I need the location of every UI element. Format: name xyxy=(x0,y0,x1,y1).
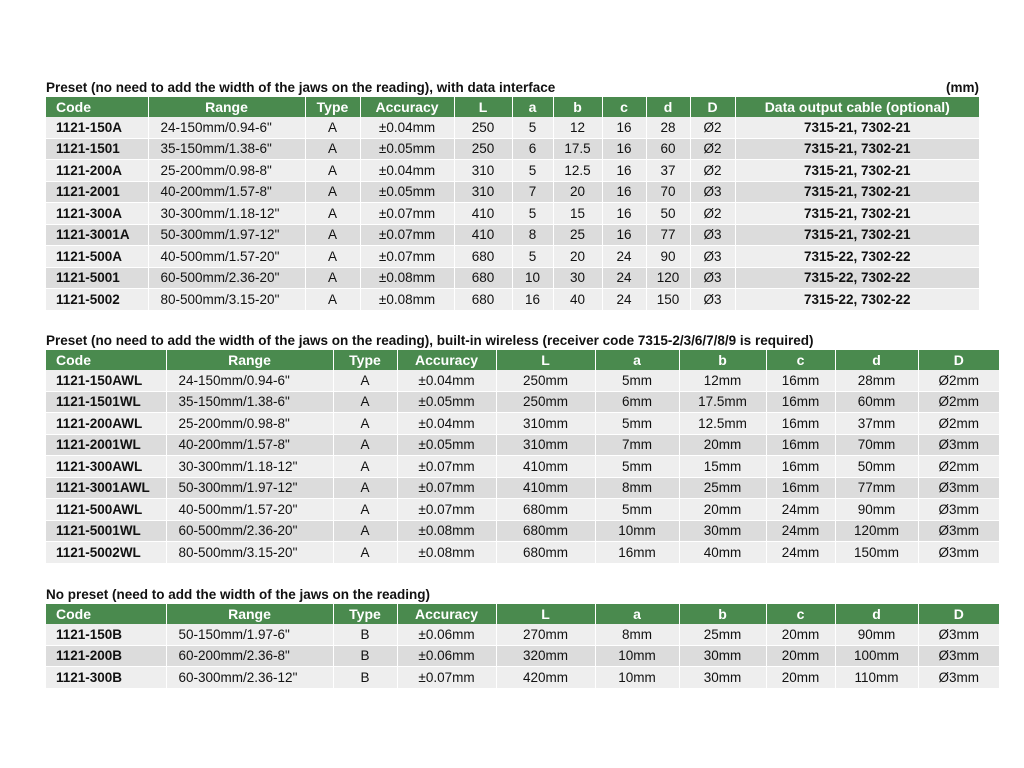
table-cell: 7315-21, 7302-21 xyxy=(735,160,979,182)
table-cell: Ø3mm xyxy=(918,477,999,499)
table-cell: 5mm xyxy=(595,456,679,478)
table-row xyxy=(46,624,999,645)
column-header: c xyxy=(602,97,646,117)
table-cell: A xyxy=(333,520,397,542)
table-cell: Ø3 xyxy=(690,246,735,268)
column-header: L xyxy=(454,97,512,117)
table-cell: 20mm xyxy=(766,624,835,645)
table-row xyxy=(46,117,979,138)
spec-table-data-interface xyxy=(46,97,979,311)
table-cell: 150 xyxy=(646,289,690,311)
table-cell: A xyxy=(333,456,397,478)
table-cell: 24mm xyxy=(766,520,835,542)
table-cell: 680 xyxy=(454,289,512,311)
table-cell: 60-500mm/2.36-20" xyxy=(148,267,305,289)
column-header: Range xyxy=(148,97,305,117)
table-cell: 30mm xyxy=(679,520,766,542)
table-cell: 16 xyxy=(602,181,646,203)
column-header: a xyxy=(595,604,679,624)
table-cell: 5 xyxy=(512,246,553,268)
table-row xyxy=(46,456,999,478)
table-cell: A xyxy=(333,434,397,456)
table-cell: 20mm xyxy=(766,667,835,689)
table-cell: 60-200mm/2.36-8" xyxy=(166,645,333,667)
column-header: b xyxy=(679,350,766,370)
table-cell: 16mm xyxy=(766,370,835,391)
table-cell: B xyxy=(333,645,397,667)
table-cell: Ø2mm xyxy=(918,413,999,435)
table-cell: 16 xyxy=(512,289,553,311)
table-cell: 16 xyxy=(602,224,646,246)
table-cell: 50-300mm/1.97-12" xyxy=(148,224,305,246)
table-cell: Ø2mm xyxy=(918,391,999,413)
table-row xyxy=(46,138,979,160)
table-cell: 5mm xyxy=(595,499,679,521)
column-header: D xyxy=(918,604,999,624)
column-header: c xyxy=(766,350,835,370)
table-cell: ±0.04mm xyxy=(397,413,496,435)
table-cell: 680 xyxy=(454,267,512,289)
column-header: Type xyxy=(333,350,397,370)
table-cell: Ø3mm xyxy=(918,645,999,667)
table-cell: 100mm xyxy=(835,645,918,667)
section-title: No preset (need to add the width of the jaws on the reading) xyxy=(46,587,431,602)
table-cell: 1121-200AWL xyxy=(46,413,166,435)
table-cell: 24-150mm/0.94-6" xyxy=(148,117,305,138)
column-header: Code xyxy=(46,604,166,624)
table-row xyxy=(46,289,979,311)
table-cell: 1121-1501WL xyxy=(46,391,166,413)
table-cell: 25-200mm/0.98-8" xyxy=(148,160,305,182)
table-cell: 5mm xyxy=(595,413,679,435)
table-cell: 90 xyxy=(646,246,690,268)
table-cell: 5 xyxy=(512,160,553,182)
table-cell: 1121-2001 xyxy=(46,181,148,203)
unit-label: (mm) xyxy=(946,80,979,95)
table-cell: 30mm xyxy=(679,645,766,667)
table-cell: 1121-500A xyxy=(46,246,148,268)
table-cell: 1121-3001A xyxy=(46,224,148,246)
table-cell: ±0.07mm xyxy=(397,456,496,478)
table-cell: 1121-150B xyxy=(46,624,166,645)
table-cell: ±0.08mm xyxy=(360,289,454,311)
table-cell: A xyxy=(333,477,397,499)
table-cell: 17.5mm xyxy=(679,391,766,413)
column-header: L xyxy=(496,350,595,370)
table-cell: 10mm xyxy=(595,667,679,689)
table-cell: 50-150mm/1.97-6" xyxy=(166,624,333,645)
table-cell: 1121-300B xyxy=(46,667,166,689)
table-cell: 16mm xyxy=(766,477,835,499)
column-header: b xyxy=(553,97,602,117)
table-cell: 12.5 xyxy=(553,160,602,182)
table-cell: 6 xyxy=(512,138,553,160)
table-cell: 1121-5002 xyxy=(46,289,148,311)
table-cell: 410 xyxy=(454,224,512,246)
column-header: D xyxy=(690,97,735,117)
table-cell: 1121-500AWL xyxy=(46,499,166,521)
table-cell: ±0.08mm xyxy=(360,267,454,289)
table-cell: 24-150mm/0.94-6" xyxy=(166,370,333,391)
table-cell: 77 xyxy=(646,224,690,246)
table-cell: 7mm xyxy=(595,434,679,456)
table-cell: Ø3mm xyxy=(918,499,999,521)
column-header: a xyxy=(595,350,679,370)
table-cell: 12 xyxy=(553,117,602,138)
table-cell: 20mm xyxy=(679,499,766,521)
table-cell: 120 xyxy=(646,267,690,289)
table-cell: 16 xyxy=(602,117,646,138)
table-cell: 90mm xyxy=(835,499,918,521)
table-cell: A xyxy=(305,203,360,225)
table-cell: Ø2mm xyxy=(918,456,999,478)
table-cell: 20mm xyxy=(679,434,766,456)
table-cell: 1121-5001 xyxy=(46,267,148,289)
table-cell: A xyxy=(305,117,360,138)
table-cell: Ø3mm xyxy=(918,434,999,456)
section-title: Preset (no need to add the width of the jaws on the reading), with data interface xyxy=(46,80,556,95)
table-cell: 16mm xyxy=(766,391,835,413)
table-cell: 16 xyxy=(602,160,646,182)
table-cell: 1121-3001AWL xyxy=(46,477,166,499)
table-cell: 60-500mm/2.36-20" xyxy=(166,520,333,542)
table-cell: 80-500mm/3.15-20" xyxy=(148,289,305,311)
section-data-interface xyxy=(46,79,979,311)
table-row xyxy=(46,391,999,413)
table-cell: 16mm xyxy=(766,413,835,435)
table-cell: 28mm xyxy=(835,370,918,391)
table-cell: 1121-1501 xyxy=(46,138,148,160)
table-cell: 7315-21, 7302-21 xyxy=(735,138,979,160)
column-header: Accuracy xyxy=(360,97,454,117)
table-cell: 28 xyxy=(646,117,690,138)
table-cell: 40-200mm/1.57-8" xyxy=(166,434,333,456)
table-cell: ±0.07mm xyxy=(360,203,454,225)
table-cell: 310mm xyxy=(496,413,595,435)
table-cell: A xyxy=(333,370,397,391)
table-cell: 680mm xyxy=(496,499,595,521)
table-cell: ±0.06mm xyxy=(397,624,496,645)
table-cell: 24 xyxy=(602,246,646,268)
column-header: b xyxy=(679,604,766,624)
table-cell: Ø2 xyxy=(690,160,735,182)
table-row xyxy=(46,224,979,246)
table-cell: ±0.05mm xyxy=(397,434,496,456)
table-cell: 1121-300A xyxy=(46,203,148,225)
table-cell: 6mm xyxy=(595,391,679,413)
table-cell: Ø3 xyxy=(690,181,735,203)
table-cell: 310 xyxy=(454,160,512,182)
table-cell: 30 xyxy=(553,267,602,289)
table-row xyxy=(46,477,999,499)
table-cell: 1121-5001WL xyxy=(46,520,166,542)
table-cell: 25-200mm/0.98-8" xyxy=(166,413,333,435)
section-no-preset xyxy=(46,586,979,689)
spec-table-no-preset xyxy=(46,604,999,689)
column-header: d xyxy=(835,350,918,370)
table-cell: 60 xyxy=(646,138,690,160)
table-cell: Ø2 xyxy=(690,138,735,160)
table-cell: 8mm xyxy=(595,477,679,499)
column-header: a xyxy=(512,97,553,117)
table-cell: 410mm xyxy=(496,456,595,478)
table-row xyxy=(46,667,999,689)
table-cell: 7315-22, 7302-22 xyxy=(735,246,979,268)
table-cell: A xyxy=(305,267,360,289)
table-cell: 16mm xyxy=(766,434,835,456)
column-header: Code xyxy=(46,350,166,370)
table-cell: 420mm xyxy=(496,667,595,689)
table-cell: 5 xyxy=(512,203,553,225)
table-cell: 10 xyxy=(512,267,553,289)
table-cell: 24mm xyxy=(766,499,835,521)
column-header: d xyxy=(646,97,690,117)
section-built-in-wireless xyxy=(46,332,979,564)
table-cell: 60-300mm/2.36-12" xyxy=(166,667,333,689)
table-row xyxy=(46,434,999,456)
column-header: c xyxy=(766,604,835,624)
table-cell: Ø2 xyxy=(690,117,735,138)
table-cell: 7315-22, 7302-22 xyxy=(735,267,979,289)
table-cell: 5mm xyxy=(595,370,679,391)
table-cell: 40-500mm/1.57-20" xyxy=(166,499,333,521)
table-cell: 24 xyxy=(602,289,646,311)
table-cell: 25mm xyxy=(679,624,766,645)
table-cell: A xyxy=(333,542,397,564)
table-cell: 1121-200B xyxy=(46,645,166,667)
table-cell: 120mm xyxy=(835,520,918,542)
table-cell: ±0.07mm xyxy=(397,477,496,499)
table-row xyxy=(46,520,999,542)
table-cell: 20 xyxy=(553,181,602,203)
table-cell: 16mm xyxy=(766,456,835,478)
table-row xyxy=(46,160,979,182)
table-cell: ±0.04mm xyxy=(360,160,454,182)
table-cell: 250mm xyxy=(496,370,595,391)
column-header: D xyxy=(918,350,999,370)
table-row xyxy=(46,267,979,289)
table-cell: A xyxy=(333,391,397,413)
table-cell: A xyxy=(305,160,360,182)
table-row xyxy=(46,203,979,225)
table-cell: 40-500mm/1.57-20" xyxy=(148,246,305,268)
table-cell: A xyxy=(305,246,360,268)
table-cell: 40-200mm/1.57-8" xyxy=(148,181,305,203)
table-cell: 7 xyxy=(512,181,553,203)
table-cell: 30-300mm/1.18-12" xyxy=(148,203,305,225)
table-cell: 80-500mm/3.15-20" xyxy=(166,542,333,564)
table-row xyxy=(46,413,999,435)
table-cell: 70mm xyxy=(835,434,918,456)
table-cell: 1121-5002WL xyxy=(46,542,166,564)
table-cell: ±0.06mm xyxy=(397,645,496,667)
table-cell: 270mm xyxy=(496,624,595,645)
table-cell: 1121-150AWL xyxy=(46,370,166,391)
table-cell: 7315-21, 7302-21 xyxy=(735,117,979,138)
column-header: Type xyxy=(333,604,397,624)
column-header: Accuracy xyxy=(397,604,496,624)
table-cell: A xyxy=(305,181,360,203)
column-header: L xyxy=(496,604,595,624)
spec-table-wireless xyxy=(46,350,999,564)
table-cell: 17.5 xyxy=(553,138,602,160)
table-cell: 20 xyxy=(553,246,602,268)
table-header-row xyxy=(46,97,979,117)
table-cell: 50 xyxy=(646,203,690,225)
table-cell: Ø3mm xyxy=(918,520,999,542)
table-cell: ±0.05mm xyxy=(360,181,454,203)
table-cell: Ø3mm xyxy=(918,542,999,564)
table-cell: 7315-22, 7302-22 xyxy=(735,289,979,311)
table-cell: 70 xyxy=(646,181,690,203)
table-row xyxy=(46,181,979,203)
table-cell: 40mm xyxy=(679,542,766,564)
column-header: d xyxy=(835,604,918,624)
table-cell: 30-300mm/1.18-12" xyxy=(166,456,333,478)
column-header: Code xyxy=(46,97,148,117)
table-cell: 35-150mm/1.38-6" xyxy=(166,391,333,413)
table-cell: Ø2 xyxy=(690,203,735,225)
table-cell: ±0.08mm xyxy=(397,542,496,564)
table-cell: Ø3mm xyxy=(918,624,999,645)
table-cell: A xyxy=(333,413,397,435)
table-cell: 110mm xyxy=(835,667,918,689)
column-header: Range xyxy=(166,604,333,624)
table-cell: A xyxy=(305,289,360,311)
table-cell: Ø3 xyxy=(690,289,735,311)
table-cell: 16mm xyxy=(595,542,679,564)
table-cell: 50mm xyxy=(835,456,918,478)
table-cell: 680mm xyxy=(496,542,595,564)
table-cell: 90mm xyxy=(835,624,918,645)
table-cell: B xyxy=(333,667,397,689)
table-cell: 24 xyxy=(602,267,646,289)
table-cell: 24mm xyxy=(766,542,835,564)
table-cell: 1121-2001WL xyxy=(46,434,166,456)
table-cell: 5 xyxy=(512,117,553,138)
table-cell: 7315-21, 7302-21 xyxy=(735,203,979,225)
table-cell: 8 xyxy=(512,224,553,246)
table-cell: 250mm xyxy=(496,391,595,413)
table-header-row xyxy=(46,350,999,370)
section-title: Preset (no need to add the width of the jaws on the reading), built-in wireless (receiver code 7315-2/3/6/7/8/9 is required) xyxy=(46,333,814,348)
table-cell: ±0.04mm xyxy=(397,370,496,391)
table-cell: A xyxy=(305,138,360,160)
table-cell: 40 xyxy=(553,289,602,311)
table-cell: ±0.07mm xyxy=(397,499,496,521)
table-cell: ±0.05mm xyxy=(397,391,496,413)
table-cell: ±0.04mm xyxy=(360,117,454,138)
table-cell: 15 xyxy=(553,203,602,225)
table-cell: 680mm xyxy=(496,520,595,542)
table-cell: Ø2mm xyxy=(918,370,999,391)
table-cell: 10mm xyxy=(595,645,679,667)
table-cell: A xyxy=(305,224,360,246)
column-header: Range xyxy=(166,350,333,370)
column-header: Type xyxy=(305,97,360,117)
table-cell: 1121-300AWL xyxy=(46,456,166,478)
table-cell: ±0.08mm xyxy=(397,520,496,542)
table-cell: 35-150mm/1.38-6" xyxy=(148,138,305,160)
table-cell: 15mm xyxy=(679,456,766,478)
table-row xyxy=(46,246,979,268)
table-cell: 410 xyxy=(454,203,512,225)
table-cell: 320mm xyxy=(496,645,595,667)
table-cell: 37mm xyxy=(835,413,918,435)
table-cell: A xyxy=(333,499,397,521)
table-cell: 310 xyxy=(454,181,512,203)
table-cell: B xyxy=(333,624,397,645)
table-cell: 77mm xyxy=(835,477,918,499)
table-cell: 410mm xyxy=(496,477,595,499)
table-cell: 12mm xyxy=(679,370,766,391)
table-header-row xyxy=(46,604,999,624)
table-cell: 310mm xyxy=(496,434,595,456)
table-cell: 1121-200A xyxy=(46,160,148,182)
column-header: Data output cable (optional) xyxy=(735,97,979,117)
table-cell: ±0.05mm xyxy=(360,138,454,160)
table-cell: 30mm xyxy=(679,667,766,689)
table-cell: 250 xyxy=(454,138,512,160)
table-cell: 37 xyxy=(646,160,690,182)
table-cell: Ø3mm xyxy=(918,667,999,689)
table-cell: 7315-21, 7302-21 xyxy=(735,181,979,203)
table-cell: 10mm xyxy=(595,520,679,542)
table-cell: 20mm xyxy=(766,645,835,667)
table-cell: 25mm xyxy=(679,477,766,499)
table-cell: 1121-150A xyxy=(46,117,148,138)
column-header: Accuracy xyxy=(397,350,496,370)
table-cell: ±0.07mm xyxy=(360,246,454,268)
table-cell: 680 xyxy=(454,246,512,268)
table-cell: 250 xyxy=(454,117,512,138)
table-cell: 50-300mm/1.97-12" xyxy=(166,477,333,499)
table-cell: 60mm xyxy=(835,391,918,413)
table-cell: 16 xyxy=(602,138,646,160)
table-cell: ±0.07mm xyxy=(397,667,496,689)
table-cell: 150mm xyxy=(835,542,918,564)
table-cell: 12.5mm xyxy=(679,413,766,435)
table-row xyxy=(46,499,999,521)
table-row xyxy=(46,370,999,391)
table-row xyxy=(46,645,999,667)
table-cell: 7315-21, 7302-21 xyxy=(735,224,979,246)
table-cell: 25 xyxy=(553,224,602,246)
table-cell: Ø3 xyxy=(690,224,735,246)
table-row xyxy=(46,542,999,564)
table-cell: ±0.07mm xyxy=(360,224,454,246)
table-cell: 8mm xyxy=(595,624,679,645)
table-cell: 16 xyxy=(602,203,646,225)
table-cell: Ø3 xyxy=(690,267,735,289)
